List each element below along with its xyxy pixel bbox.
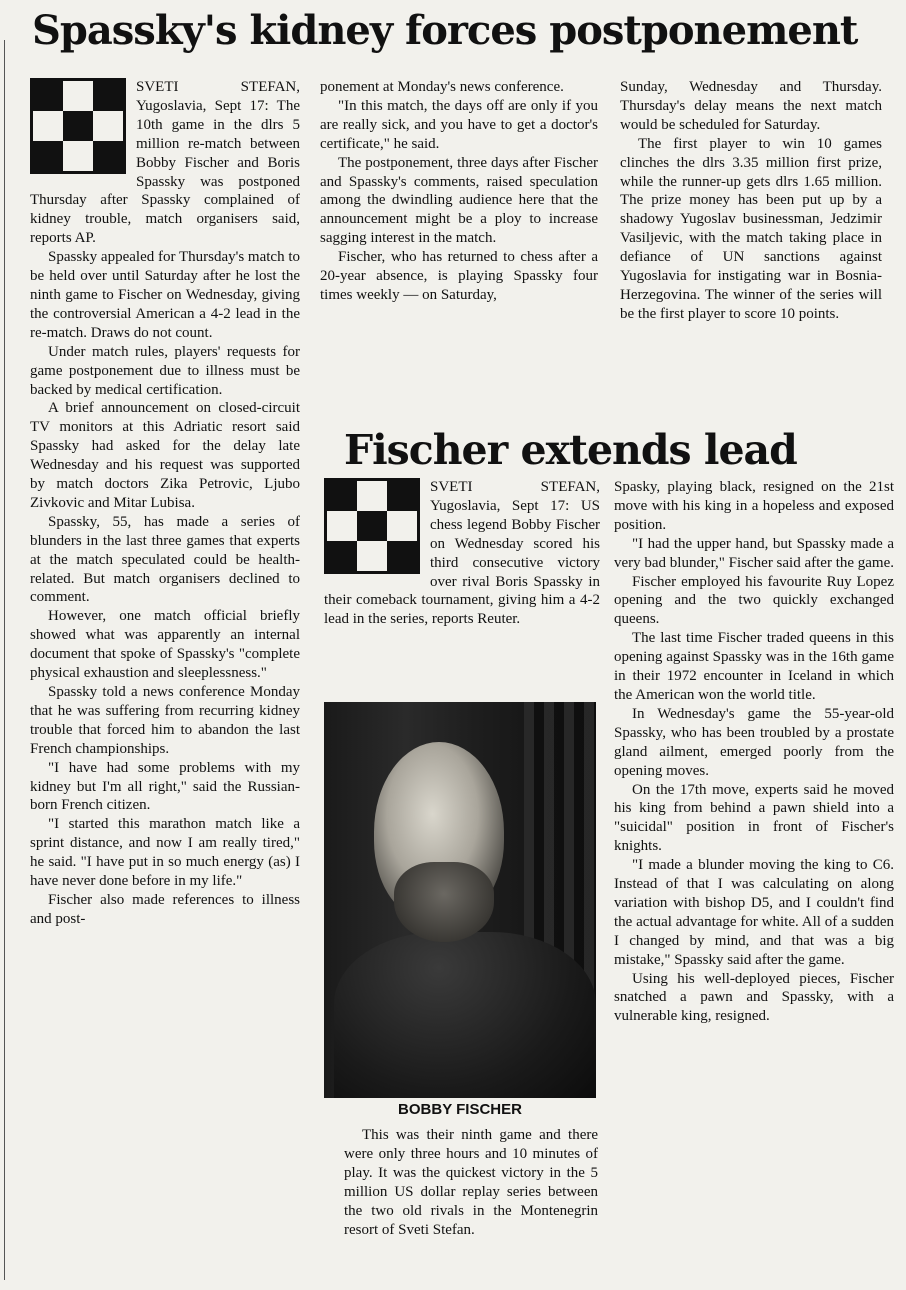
paragraph: SVETI STEFAN, Yugoslavia, Sept 17: The 10th game in the dlrs 5 million re-match between Bobby Fischer and Boris Spassky was postponed Thursday after Spassky complained of kidney trouble, match organisers said, reports AP. bbox=[30, 79, 300, 247]
paragraph: SVETI STEFAN, Yugoslavia, Sept 17: US chess legend Bobby Fischer on Wednesday scored his third consecutive victory over rival Boris Spassky in their comeback tournament, giving him a 4-2 lead in the series, reports Reuter. bbox=[324, 479, 600, 628]
paragraph: This was their ninth game and there were only three hours and 10 minutes of play. It was the quickest victory in the 5 million US dollar replay series between the two old rivals in the Montenegrin resort of Sveti Stefan. bbox=[344, 1127, 598, 1238]
paragraph: The last time Fischer traded queens in this opening against Spassky was in the 16th game in their 1972 encounter in Iceland in which the American won the world title. bbox=[614, 630, 894, 703]
paragraph: On the 17th move, experts said he moved his king from behind a pawn shield into a "suicidal" position in front of Fischer's knights. bbox=[614, 781, 894, 855]
column-rule bbox=[4, 40, 5, 1280]
paragraph: "I made a blunder moving the king to C6. Instead of that I was calculating on along variation with bishop D5, and I couldn't find the actual advantage for white. All of a sudden I changed by mind, and that was a big mistake," Spassky said after the game. bbox=[614, 857, 894, 968]
story1-column-2 bbox=[320, 78, 598, 424]
paragraph: Spassky appealed for Thursday's match to be held over until Saturday after he lost the ninth game to Fischer on Wednesday, giving the controversial American a 4-2 lead in the re-match. Draws do not count. bbox=[30, 249, 300, 341]
paragraph: Spassky, 55, has made a series of blunders in the last three games that experts at the match speculated could be health-related. But match organisers declined to comment. bbox=[30, 513, 300, 606]
chessboard-logo-icon bbox=[30, 78, 126, 174]
paragraph: Sunday, Wednesday and Thursday. Thursday's delay means the next match would be scheduled for Saturday. bbox=[620, 79, 882, 133]
paragraph: "In this match, the days off are only if you are really sick, and you have to get a doctor's certificate," he said. bbox=[320, 97, 598, 152]
paragraph: Under match rules, players' requests for game postponement due to illness must be backed by medical certification. bbox=[30, 343, 300, 398]
paragraph: Spassky told a news conference Monday that he was suffering from recurring kidney trouble that forced him to abandon the last French championships. bbox=[30, 684, 300, 757]
photo-caption: BOBBY FISCHER bbox=[398, 1101, 522, 1118]
paragraph: Fischer also made references to illness and post- bbox=[30, 891, 300, 927]
paragraph: The first player to win 10 games clinches the dlrs 3.35 million first prize, while the runner-up gets dlrs 1.65 million. The prize money has been put up by a shadowy Yugoslav businessman, Jedzimir Vasiljevic, with the match taking place in defiance of UN sanctions against Yugoslavia for instigating war in Bosnia-Herzegovina. The winner of the series will be the first player to score 10 points. bbox=[620, 135, 882, 322]
paragraph: Using his well-deployed pieces, Fischer snatched a pawn and Spassky, with a vulnerable king, resigned. bbox=[614, 970, 894, 1025]
paragraph: "I have had some problems with my kidney but I'm all right," said the Russian-born French citizen. bbox=[30, 759, 300, 814]
paragraph: "I started this marathon match like a sprint distance, and now I am really tired," he said. "I have put in so much energy (as) I have never done before in my life." bbox=[30, 816, 300, 890]
paragraph: A brief announcement on closed-circuit TV monitors at this Adriatic resort said Spassky had asked for the delay late Wednesday and his request was supported by match doctors Zika Petrovic, Ljubo Zivkovic and Mitar Lubisa. bbox=[30, 400, 300, 511]
paragraph: ponement at Monday's news conference. bbox=[320, 79, 564, 95]
story1-column-1 bbox=[30, 78, 300, 1286]
chessboard-logo-icon bbox=[324, 478, 420, 574]
paragraph: Fischer employed his favourite Ruy Lopez opening and the two quickly exchanged queens. bbox=[614, 573, 894, 628]
story1-column-3 bbox=[620, 78, 882, 424]
fischer-photo bbox=[324, 702, 596, 1098]
paragraph: The postponement, three days after Fischer and Spassky's comments, raised speculation among the dwindling audience here that the announcement might be a ploy to increase sagging interest in the match. bbox=[320, 154, 598, 247]
story2-column-1 bbox=[324, 478, 600, 688]
headline-spassky-kidney: Spassky's kidney forces postponement bbox=[32, 7, 858, 54]
paragraph: "I had the upper hand, but Spassky made a very bad blunder," Fischer said after the game. bbox=[614, 535, 894, 571]
headline-fischer-lead: Fischer extends lead bbox=[344, 426, 797, 474]
paragraph: Fischer, who has returned to chess after a 20-year absence, is playing Spassky four times weekly — on Saturday, bbox=[320, 249, 598, 303]
paragraph: In Wednesday's game the 55-year-old Spassky, who has been troubled by a prostate gland ailment, emerged poorly from the opening moves. bbox=[614, 705, 894, 779]
story2-column-2 bbox=[614, 478, 894, 1286]
paragraph: However, one match official briefly showed what was apparently an internal document that spoke of Spassky's "complete physical exhaustion and sleeplessness." bbox=[30, 608, 300, 682]
paragraph: Spasky, playing black, resigned on the 21st move with his king in a hopeless and exposed position. bbox=[614, 479, 894, 533]
story2-column-1b bbox=[344, 1126, 598, 1286]
